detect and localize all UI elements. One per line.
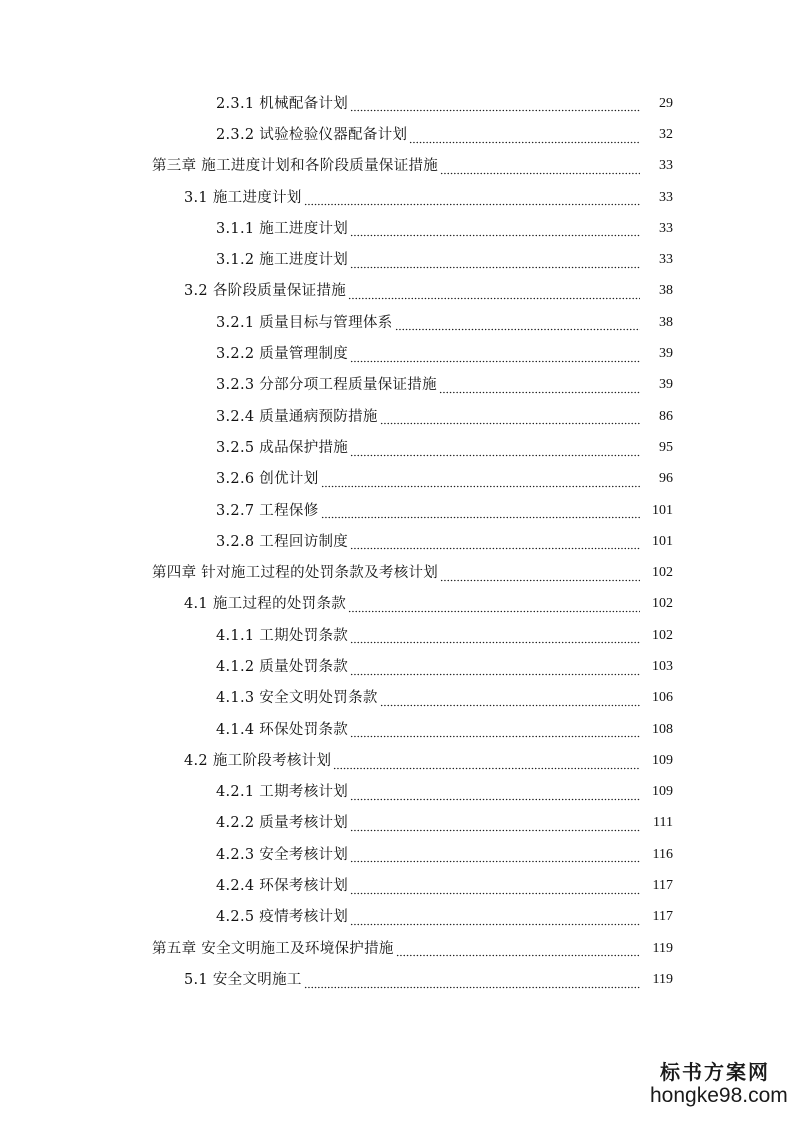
toc-dot-leader — [350, 787, 640, 801]
toc-entry-label: 3.2.3 分部分项工程质量保证措施 — [216, 377, 437, 394]
watermark-name: 标书方案网 — [660, 1060, 770, 1084]
toc-entry-page-number: 102 — [652, 596, 673, 612]
toc-dot-leader — [321, 474, 640, 488]
toc-entry-label: 4.2 施工阶段考核计划 — [184, 752, 332, 769]
toc-entry-page-number: 101 — [652, 533, 673, 549]
toc-entry[interactable] — [0, 370, 794, 401]
toc-entry-page-number: 95 — [659, 439, 673, 455]
toc-entry-label: 第四章 针对施工过程的处罚条款及考核计划 — [152, 565, 439, 582]
toc-entry-page-number: 102 — [652, 565, 673, 581]
toc-entry[interactable] — [0, 401, 794, 432]
toc-entry-page-number: 116 — [652, 846, 673, 862]
toc-entry[interactable] — [0, 808, 794, 839]
toc-entry[interactable] — [0, 589, 794, 620]
toc-entry[interactable] — [0, 338, 794, 369]
toc-entry-page-number: 103 — [652, 658, 673, 674]
toc-dot-leader — [440, 568, 640, 582]
toc-entry-page-number: 33 — [659, 220, 673, 236]
toc-entry-page-number: 96 — [659, 471, 673, 487]
toc-entry-page-number: 38 — [659, 314, 673, 330]
toc-entry-page-number: 32 — [659, 126, 673, 142]
toc-entry-page-number: 86 — [659, 408, 673, 424]
toc-entry-label: 4.1.4 环保处罚条款 — [216, 721, 349, 738]
toc-entry-label: 3.2.4 质量通病预防措施 — [216, 408, 378, 425]
toc-entry-label: 3.2.5 成品保护措施 — [216, 439, 349, 456]
toc-dot-leader — [396, 943, 640, 957]
toc-entry-label: 3.2.7 工程保修 — [216, 502, 319, 519]
toc-entry-label: 4.2.3 安全考核计划 — [216, 846, 349, 863]
toc-entry-page-number: 117 — [652, 878, 673, 894]
toc-entry[interactable] — [0, 182, 794, 213]
toc-entry-page-number: 108 — [652, 721, 673, 737]
toc-entry-label: 3.2.1 质量目标与管理体系 — [216, 314, 393, 331]
toc-entry[interactable] — [0, 870, 794, 901]
toc-entry-label: 4.1.2 质量处罚条款 — [216, 658, 349, 675]
toc-entry-label: 第三章 施工进度计划和各阶段质量保证措施 — [152, 158, 439, 175]
toc-entry-label: 3.1.1 施工进度计划 — [216, 220, 349, 237]
toc-entry-label: 3.1 施工进度计划 — [184, 189, 302, 206]
toc-dot-leader — [350, 724, 640, 738]
toc-entry-label: 3.2.2 质量管理制度 — [216, 346, 349, 363]
toc-entry-page-number: 38 — [659, 283, 673, 299]
toc-entry[interactable] — [0, 151, 794, 182]
toc-entry-label: 3.1.2 施工进度计划 — [216, 252, 349, 269]
toc-dot-leader — [304, 975, 640, 989]
toc-dot-leader — [350, 536, 640, 550]
toc-entry[interactable] — [0, 933, 794, 964]
toc-dot-leader — [350, 98, 640, 112]
toc-entry-page-number: 117 — [652, 909, 673, 925]
toc-entry-page-number: 119 — [652, 940, 673, 956]
toc-dot-leader — [440, 161, 640, 175]
toc-entry-label: 2.3.2 试验检验仪器配备计划 — [216, 126, 408, 143]
toc-entry-label: 第五章 安全文明施工及环境保护措施 — [152, 940, 394, 957]
toc-dot-leader — [350, 881, 640, 895]
toc-dot-leader — [395, 317, 640, 331]
toc-entry[interactable] — [0, 651, 794, 682]
toc-dot-leader — [380, 411, 640, 425]
site-watermark — [650, 1060, 788, 1108]
toc-entry-page-number: 29 — [659, 95, 673, 111]
toc-entry-page-number: 102 — [652, 627, 673, 643]
table-of-contents — [0, 88, 794, 996]
toc-entry[interactable] — [0, 88, 794, 119]
watermark-url: hongke98.com — [650, 1084, 788, 1107]
toc-dot-leader — [350, 630, 640, 644]
toc-entry-label: 5.1 安全文明施工 — [184, 971, 302, 988]
toc-entry-page-number: 33 — [659, 189, 673, 205]
toc-entry[interactable] — [0, 964, 794, 995]
toc-dot-leader — [348, 599, 640, 613]
toc-entry[interactable] — [0, 307, 794, 338]
toc-dot-leader — [348, 286, 640, 300]
toc-entry-label: 4.2.2 质量考核计划 — [216, 815, 349, 832]
toc-entry-label: 4.2.5 疫情考核计划 — [216, 909, 349, 926]
toc-entry[interactable] — [0, 714, 794, 745]
toc-entry-page-number: 39 — [659, 346, 673, 362]
toc-entry[interactable] — [0, 526, 794, 557]
toc-entry-page-number: 109 — [652, 784, 673, 800]
toc-entry[interactable] — [0, 902, 794, 933]
toc-dot-leader — [350, 223, 640, 237]
toc-entry-label: 4.1.1 工期处罚条款 — [216, 627, 349, 644]
toc-entry-label: 3.2 各阶段质量保证措施 — [184, 283, 347, 300]
toc-dot-leader — [333, 756, 640, 770]
toc-entry-page-number: 33 — [659, 158, 673, 174]
toc-entry-page-number: 119 — [652, 971, 673, 987]
toc-dot-leader — [380, 693, 640, 707]
toc-entry-page-number: 33 — [659, 252, 673, 268]
toc-entry[interactable] — [0, 213, 794, 244]
toc-entry-page-number: 39 — [659, 377, 673, 393]
toc-entry[interactable] — [0, 276, 794, 307]
toc-dot-leader — [439, 380, 640, 394]
toc-entry-page-number: 111 — [653, 815, 673, 831]
toc-entry-label: 3.2.6 创优计划 — [216, 471, 319, 488]
toc-entry[interactable] — [0, 777, 794, 808]
toc-entry[interactable] — [0, 745, 794, 776]
toc-entry[interactable] — [0, 683, 794, 714]
toc-entry[interactable] — [0, 119, 794, 150]
toc-entry[interactable] — [0, 557, 794, 588]
toc-entry-page-number: 101 — [652, 502, 673, 518]
toc-dot-leader — [350, 443, 640, 457]
toc-dot-leader — [304, 192, 640, 206]
toc-entry-label: 4.1.3 安全文明处罚条款 — [216, 690, 378, 707]
toc-dot-leader — [350, 349, 640, 363]
toc-dot-leader — [321, 505, 640, 519]
toc-entry[interactable] — [0, 620, 794, 651]
toc-entry[interactable] — [0, 464, 794, 495]
toc-dot-leader — [350, 255, 640, 269]
toc-dot-leader — [409, 130, 640, 144]
toc-entry[interactable] — [0, 432, 794, 463]
toc-entry[interactable] — [0, 839, 794, 870]
toc-entry-label: 4.2.4 环保考核计划 — [216, 878, 349, 895]
toc-entry-label: 2.3.1 机械配备计划 — [216, 95, 349, 112]
toc-entry[interactable] — [0, 495, 794, 526]
toc-entry-page-number: 109 — [652, 752, 673, 768]
toc-dot-leader — [350, 849, 640, 863]
toc-entry[interactable] — [0, 244, 794, 275]
toc-dot-leader — [350, 662, 640, 676]
toc-dot-leader — [350, 912, 640, 926]
toc-entry-label: 3.2.8 工程回访制度 — [216, 533, 349, 550]
toc-entry-label: 4.2.1 工期考核计划 — [216, 784, 349, 801]
toc-dot-leader — [350, 818, 640, 832]
toc-entry-page-number: 106 — [652, 690, 673, 706]
toc-entry-label: 4.1 施工过程的处罚条款 — [184, 596, 347, 613]
